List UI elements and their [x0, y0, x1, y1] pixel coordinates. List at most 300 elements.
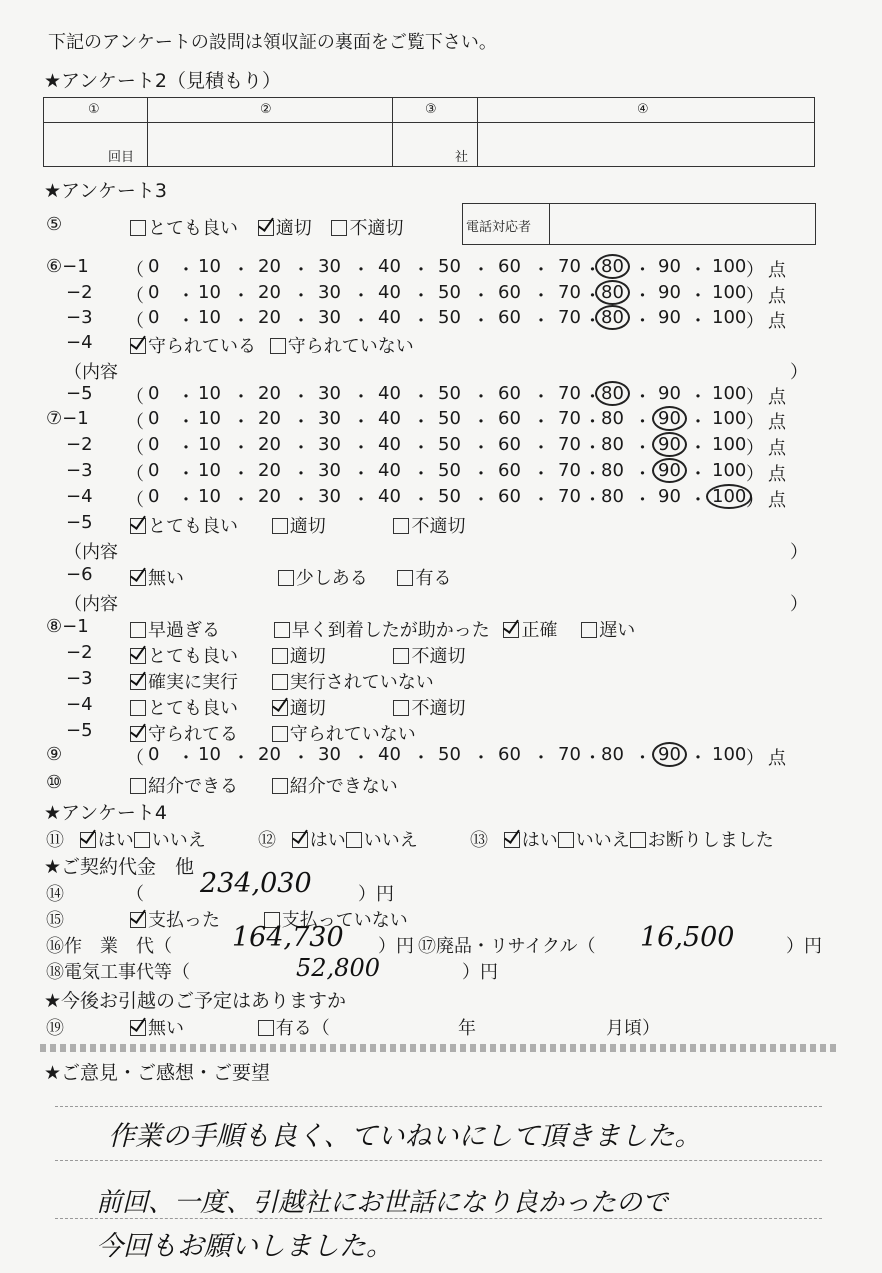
q8-1-number: ⑧−1: [46, 616, 89, 637]
q8-5-option-2: 守られていない: [289, 724, 416, 745]
q7-5-checkbox-2[interactable]: [272, 518, 288, 534]
q7-6-number: −6: [66, 564, 93, 585]
point-unit: 点: [768, 311, 786, 332]
scale-separator: ・: [177, 260, 195, 281]
scale-option-30[interactable]: 30: [318, 460, 341, 481]
scale-option-60[interactable]: 60: [498, 256, 521, 277]
scale-option-0[interactable]: 0: [148, 744, 160, 765]
scale-close-paren: ）: [746, 260, 764, 281]
scale-option-80[interactable]: 80: [595, 381, 630, 406]
scale-separator: ・: [412, 438, 430, 459]
scale-separator: ・: [232, 286, 250, 307]
scale-option-0[interactable]: 0: [148, 460, 160, 481]
scale-option-80[interactable]: 80: [595, 305, 630, 330]
scale-option-100[interactable]: 100: [712, 307, 747, 328]
q12-row: [258, 826, 418, 852]
scale-option-50[interactable]: 50: [438, 408, 461, 429]
scale-option-100[interactable]: 100: [712, 744, 747, 765]
scale-separator: ・: [633, 311, 652, 332]
scale-open-paren: （: [126, 311, 144, 332]
scale-option-10[interactable]: 10: [198, 307, 221, 328]
q6-4-option-1: 守られている: [148, 336, 256, 357]
scale-separator: ・: [177, 387, 195, 408]
scale-option-60[interactable]: 60: [498, 460, 521, 481]
scale-option-100[interactable]: 100: [706, 484, 752, 509]
scale-option-100[interactable]: 100: [712, 460, 747, 481]
q7-2-number: −2: [66, 434, 93, 455]
q8-4-checkbox-1[interactable]: [130, 700, 146, 716]
q8-1-checkbox-2[interactable]: [274, 622, 290, 638]
scale-separator: ・: [532, 438, 550, 459]
scale-separator: ・: [412, 490, 430, 511]
scale-option-60[interactable]: 60: [498, 408, 521, 429]
scale-option-60[interactable]: 60: [498, 307, 521, 328]
scale-separator: ・: [583, 412, 602, 433]
q10-checkbox-1[interactable]: [130, 778, 146, 794]
scale-option-20[interactable]: 20: [258, 434, 281, 455]
scale-separator: ・: [689, 311, 707, 332]
q5-options: [130, 214, 403, 240]
q12-checkbox-no[interactable]: [346, 832, 362, 848]
q19-option-1: 無い: [148, 1018, 184, 1039]
q8-2-checkbox-1[interactable]: [130, 648, 146, 664]
q5-checkbox-1[interactable]: [130, 220, 146, 236]
q7-6-content-label: （内容: [64, 594, 118, 615]
unit-companies: 社: [455, 150, 469, 165]
q7-1-number: ⑦−1: [46, 408, 89, 429]
scale-option-40[interactable]: 40: [378, 744, 401, 765]
opinion-line-1[interactable]: 作業の手順も良く、ていねいにして頂きました。: [108, 1121, 702, 1152]
scale-option-100[interactable]: 100: [712, 434, 747, 455]
q7-6-content-close: ）: [790, 594, 808, 615]
q18-amount-handwritten[interactable]: 52,800: [296, 954, 380, 982]
scale-option-80[interactable]: 80: [601, 434, 624, 455]
scale-option-70[interactable]: 70: [558, 256, 581, 277]
q8-4-option-3: 不適切: [411, 698, 466, 719]
scale-option-50[interactable]: 50: [438, 256, 461, 277]
q8-2-option-3: 不適切: [411, 646, 466, 667]
scale-separator: ・: [352, 311, 370, 332]
scale-option-60[interactable]: 60: [498, 282, 521, 303]
scale-separator: ・: [292, 311, 310, 332]
scale-option-0[interactable]: 0: [148, 256, 160, 277]
q6-2-number: −2: [66, 282, 93, 303]
q7-6-options: [130, 564, 451, 590]
scale-option-10[interactable]: 10: [198, 744, 221, 765]
q10-checkbox-2[interactable]: [272, 778, 288, 794]
scale-option-0[interactable]: 0: [148, 408, 160, 429]
q7-6-checkbox-1[interactable]: [130, 570, 146, 586]
scale-separator: ・: [292, 286, 310, 307]
scale-separator: ・: [177, 748, 195, 769]
scale-separator: ・: [532, 490, 550, 511]
q19-checkbox-2[interactable]: [258, 1020, 274, 1036]
scale-close-paren: ）: [746, 387, 764, 408]
scale-option-30[interactable]: 30: [318, 256, 341, 277]
q6-5-number: −5: [66, 383, 93, 404]
opinion-line-3[interactable]: 今回もお願いしました。: [96, 1231, 393, 1262]
q7-3-number: −3: [66, 460, 93, 481]
scale-option-20[interactable]: 20: [258, 460, 281, 481]
q14-amount-handwritten[interactable]: 234,030: [200, 868, 312, 899]
scale-separator: ・: [352, 748, 370, 769]
q15-checkbox-1[interactable]: [130, 912, 146, 928]
scale-close-paren: ）: [746, 464, 764, 485]
scale-option-90[interactable]: 90: [652, 742, 687, 767]
phone-box-divider: [549, 203, 550, 245]
scale-option-80[interactable]: 80: [601, 744, 624, 765]
scale-separator: ・: [292, 438, 310, 459]
scale-option-50[interactable]: 50: [438, 486, 461, 507]
scale-option-50[interactable]: 50: [438, 307, 461, 328]
scale-separator: ・: [177, 412, 195, 433]
scale-option-100[interactable]: 100: [712, 408, 747, 429]
scale-separator: ・: [292, 260, 310, 281]
scale-close-paren: ）: [746, 748, 764, 769]
scale-separator: ・: [352, 464, 370, 485]
scale-option-30[interactable]: 30: [318, 434, 341, 455]
scale-option-70[interactable]: 70: [558, 744, 581, 765]
scale-option-0[interactable]: 0: [148, 486, 160, 507]
q7-5-option-1: とても良い: [148, 516, 238, 537]
scale-separator: ・: [583, 438, 602, 459]
scale-separator: ・: [352, 286, 370, 307]
point-unit: 点: [768, 438, 786, 459]
q10-options: [130, 772, 398, 798]
scale-separator: ・: [232, 260, 250, 281]
scale-separator: ・: [689, 412, 707, 433]
scale-separator: ・: [633, 260, 652, 281]
q5-option-2: 適切: [275, 218, 312, 239]
q5-option-3: 不適切: [349, 218, 404, 239]
q7-6-checkbox-2[interactable]: [278, 570, 294, 586]
q6-4-checkbox-2[interactable]: [270, 338, 286, 354]
scale-option-40[interactable]: 40: [378, 282, 401, 303]
scale-open-paren: （: [126, 286, 144, 307]
q8-2-checkbox-2[interactable]: [272, 648, 288, 664]
q15-option-2: 支払っていない: [281, 910, 408, 931]
scale-option-0[interactable]: 0: [148, 307, 160, 328]
scale-option-90[interactable]: 90: [658, 256, 681, 277]
scale-separator: ・: [532, 260, 550, 281]
q5-row: [46, 214, 62, 235]
q7-5-checkbox-1[interactable]: [130, 518, 146, 534]
scale-option-40[interactable]: 40: [378, 307, 401, 328]
scale-option-70[interactable]: 70: [558, 408, 581, 429]
q18-close: ）円: [462, 962, 498, 983]
scale-option-90[interactable]: 90: [652, 406, 687, 431]
scale-option-20[interactable]: 20: [258, 383, 281, 404]
scale-option-40[interactable]: 40: [378, 383, 401, 404]
scale-option-90[interactable]: 90: [652, 432, 687, 457]
scale-separator: ・: [532, 311, 550, 332]
scale-separator: ・: [177, 286, 195, 307]
scale-close-paren: ）: [746, 412, 764, 433]
scale-option-30[interactable]: 30: [318, 486, 341, 507]
scale-option-60[interactable]: 60: [498, 383, 521, 404]
scale-separator: ・: [532, 387, 550, 408]
scale-option-40[interactable]: 40: [378, 256, 401, 277]
scale-separator: ・: [352, 387, 370, 408]
scale-separator: ・: [689, 464, 707, 485]
scale-option-60[interactable]: 60: [498, 434, 521, 455]
scale-separator: ・: [292, 412, 310, 433]
unit-times: 回目: [108, 150, 135, 165]
scale-option-10[interactable]: 10: [198, 486, 221, 507]
q6-4-checkbox-1[interactable]: [130, 338, 146, 354]
scale-option-30[interactable]: 30: [318, 307, 341, 328]
scale-option-60[interactable]: 60: [498, 744, 521, 765]
scale-option-80[interactable]: 80: [601, 486, 624, 507]
q19-checkbox-1[interactable]: [130, 1020, 146, 1036]
q8-2-checkbox-3[interactable]: [393, 648, 409, 664]
q8-1-option-3: 正確: [521, 620, 558, 641]
q12-number: ⑫: [258, 830, 276, 851]
q5-checkbox-3[interactable]: [331, 220, 347, 236]
scale-option-50[interactable]: 50: [438, 744, 461, 765]
scale-separator: ・: [633, 438, 652, 459]
q11-checkbox-no[interactable]: [134, 832, 150, 848]
scale-separator: ・: [232, 464, 250, 485]
q15-option-1: 支払った: [148, 910, 220, 931]
scale-separator: ・: [633, 387, 652, 408]
scale-option-40[interactable]: 40: [378, 408, 401, 429]
scale-option-10[interactable]: 10: [198, 434, 221, 455]
scale-separator: ・: [232, 412, 250, 433]
q11-number: ⑪: [46, 830, 64, 851]
scale-option-10[interactable]: 10: [198, 408, 221, 429]
q8-3-options: [130, 668, 434, 694]
future-title: ★今後お引越のご予定はありますか: [44, 990, 347, 1012]
scale-option-50[interactable]: 50: [438, 460, 461, 481]
scale-separator: ・: [633, 748, 652, 769]
scale-open-paren: （: [126, 490, 144, 511]
scale-separator: ・: [352, 412, 370, 433]
q14-number: ⑭: [46, 884, 64, 905]
scale-separator: ・: [292, 490, 310, 511]
scale-option-70[interactable]: 70: [558, 460, 581, 481]
scale-separator: ・: [583, 387, 602, 408]
scale-open-paren: （: [126, 412, 144, 433]
scale-option-70[interactable]: 70: [558, 282, 581, 303]
scale-separator: ・: [412, 748, 430, 769]
scale-separator: ・: [532, 464, 550, 485]
scale-separator: ・: [472, 412, 490, 433]
point-unit: 点: [768, 387, 786, 408]
scale-option-50[interactable]: 50: [438, 282, 461, 303]
scale-option-20[interactable]: 20: [258, 307, 281, 328]
scale-separator: ・: [583, 464, 602, 485]
scale-option-20[interactable]: 20: [258, 408, 281, 429]
q11-option-yes: はい: [97, 830, 134, 851]
scale-option-80[interactable]: 80: [601, 408, 624, 429]
q12-checkbox-yes[interactable]: [292, 832, 308, 848]
scale-separator: ・: [472, 490, 490, 511]
scale-option-10[interactable]: 10: [198, 383, 221, 404]
scale-option-40[interactable]: 40: [378, 486, 401, 507]
scale-separator: ・: [472, 387, 490, 408]
table-col-divider: [477, 97, 478, 167]
scale-separator: ・: [232, 490, 250, 511]
q13-option-yes: はい: [521, 830, 558, 851]
opinion-line-2[interactable]: 前回、一度、引越社にお世話になり良かったので: [96, 1188, 669, 1218]
q7-content-label: （内容: [64, 542, 118, 563]
scale-option-90[interactable]: 90: [658, 307, 681, 328]
q8-5-checkbox-2[interactable]: [272, 726, 288, 742]
scale-open-paren: （: [126, 438, 144, 459]
q8-2-options: [130, 642, 465, 668]
scale-option-90[interactable]: 90: [658, 383, 681, 404]
q8-3-option-1: 確実に実行: [148, 672, 238, 693]
q19-year-label: 年: [458, 1018, 476, 1039]
q8-2-number: −2: [66, 642, 93, 663]
q7-4-number: −4: [66, 486, 93, 507]
scale-option-40[interactable]: 40: [378, 460, 401, 481]
scale-open-paren: （: [126, 464, 144, 485]
q13-checkbox-yes[interactable]: [504, 832, 520, 848]
q6-4-options: [130, 332, 414, 358]
q8-4-option-1: とても良い: [148, 698, 238, 719]
scale-option-30[interactable]: 30: [318, 744, 341, 765]
q17-amount-handwritten[interactable]: 16,500: [640, 922, 735, 953]
scale-option-90[interactable]: 90: [652, 458, 687, 483]
q13-option-no: いいえ: [575, 830, 630, 851]
q8-2-option-1: とても良い: [148, 646, 238, 667]
q8-1-checkbox-4[interactable]: [581, 622, 597, 638]
q8-4-checkbox-3[interactable]: [393, 700, 409, 716]
q18-label: ⑱電気工事代等（: [46, 962, 190, 983]
q16-close: ）円: [378, 936, 414, 957]
scale-option-0[interactable]: 0: [148, 282, 160, 303]
scale-separator: ・: [232, 438, 250, 459]
scale-close-paren: ）: [746, 311, 764, 332]
scale-option-70[interactable]: 70: [558, 486, 581, 507]
scale-option-20[interactable]: 20: [258, 256, 281, 277]
scale-separator: ・: [352, 438, 370, 459]
q16-label: ⑯作 業 代（: [46, 936, 172, 957]
scale-separator: ・: [633, 464, 652, 485]
col-header-4: ④: [637, 102, 649, 117]
scale-option-100[interactable]: 100: [712, 282, 747, 303]
scale-option-80[interactable]: 80: [595, 280, 630, 305]
scale-option-80[interactable]: 80: [595, 254, 630, 279]
q8-1-checkbox-3[interactable]: [503, 622, 519, 638]
point-unit: 点: [768, 260, 786, 281]
q7-6-option-1: 無い: [148, 568, 184, 589]
scale-option-70[interactable]: 70: [558, 383, 581, 404]
scale-option-40[interactable]: 40: [378, 434, 401, 455]
scale-option-10[interactable]: 10: [198, 460, 221, 481]
scale-option-70[interactable]: 70: [558, 434, 581, 455]
scale-option-20[interactable]: 20: [258, 486, 281, 507]
q8-3-checkbox-2[interactable]: [272, 674, 288, 690]
q8-1-options: [130, 616, 635, 642]
scale-option-20[interactable]: 20: [258, 744, 281, 765]
scale-option-10[interactable]: 10: [198, 282, 221, 303]
scale-option-70[interactable]: 70: [558, 307, 581, 328]
q16-amount-handwritten[interactable]: 164,730: [232, 922, 344, 953]
q7-5-option-3: 不適切: [411, 516, 466, 537]
scale-option-30[interactable]: 30: [318, 282, 341, 303]
q8-3-checkbox-1[interactable]: [130, 674, 146, 690]
q7-6-option-3: 有る: [415, 568, 452, 589]
q8-3-number: −3: [66, 668, 93, 689]
q12-option-no: いいえ: [363, 830, 418, 851]
scale-separator: ・: [472, 286, 490, 307]
scale-separator: ・: [633, 490, 652, 511]
q8-1-option-1: 早過ぎる: [148, 620, 220, 641]
point-unit: 点: [768, 286, 786, 307]
scale-separator: ・: [412, 412, 430, 433]
scale-separator: ・: [689, 748, 707, 769]
q8-1-checkbox-1[interactable]: [130, 622, 146, 638]
scale-option-20[interactable]: 20: [258, 282, 281, 303]
q8-2-option-2: 適切: [289, 646, 326, 667]
scale-separator: ・: [412, 464, 430, 485]
col-header-3: ③: [425, 102, 437, 117]
scale-separator: ・: [472, 311, 490, 332]
scale-option-80[interactable]: 80: [601, 460, 624, 481]
scale-option-60[interactable]: 60: [498, 486, 521, 507]
scale-separator: ・: [583, 286, 602, 307]
q8-4-checkbox-2[interactable]: [272, 700, 288, 716]
scale-separator: ・: [352, 260, 370, 281]
q13-checkbox-declined[interactable]: [630, 832, 646, 848]
scale-option-0[interactable]: 0: [148, 434, 160, 455]
scale-separator: ・: [472, 438, 490, 459]
scale-separator: ・: [633, 286, 652, 307]
scale-option-0[interactable]: 0: [148, 383, 160, 404]
col-header-1: ①: [88, 102, 100, 117]
q5-checkbox-2[interactable]: [258, 220, 274, 236]
point-unit: 点: [768, 412, 786, 433]
q13-checkbox-no[interactable]: [558, 832, 574, 848]
q15-number: ⑮: [46, 910, 64, 931]
q19-option-2: 有る（: [275, 1018, 330, 1039]
phone-respondent-label: 電話対応者: [466, 220, 532, 235]
scale-option-90[interactable]: 90: [658, 282, 681, 303]
scale-option-50[interactable]: 50: [438, 383, 461, 404]
q7-5-checkbox-3[interactable]: [393, 518, 409, 534]
scale-separator: ・: [412, 286, 430, 307]
scale-separator: ・: [532, 286, 550, 307]
contract-title: ★ご契約代金 他: [44, 856, 195, 878]
scale-option-30[interactable]: 30: [318, 408, 341, 429]
q8-5-checkbox-1[interactable]: [130, 726, 146, 742]
q8-4-options: [130, 694, 465, 720]
q17-close: ）円: [786, 936, 822, 957]
scale-option-10[interactable]: 10: [198, 256, 221, 277]
scale-option-100[interactable]: 100: [712, 383, 747, 404]
q7-6-checkbox-3[interactable]: [397, 570, 413, 586]
scale-separator: ・: [633, 412, 652, 433]
scale-separator: ・: [232, 387, 250, 408]
q11-checkbox-yes[interactable]: [80, 832, 96, 848]
scale-option-90[interactable]: 90: [658, 486, 681, 507]
scale-open-paren: （: [126, 260, 144, 281]
scale-option-30[interactable]: 30: [318, 383, 341, 404]
scale-separator: ・: [689, 286, 707, 307]
scale-separator: ・: [292, 748, 310, 769]
q12-option-yes: はい: [309, 830, 346, 851]
q5-number: ⑤: [46, 214, 63, 235]
scale-separator: ・: [472, 464, 490, 485]
scale-option-50[interactable]: 50: [438, 434, 461, 455]
scale-separator: ・: [689, 490, 707, 511]
point-unit: 点: [768, 464, 786, 485]
scale-option-100[interactable]: 100: [712, 256, 747, 277]
scale-open-paren: （: [126, 387, 144, 408]
